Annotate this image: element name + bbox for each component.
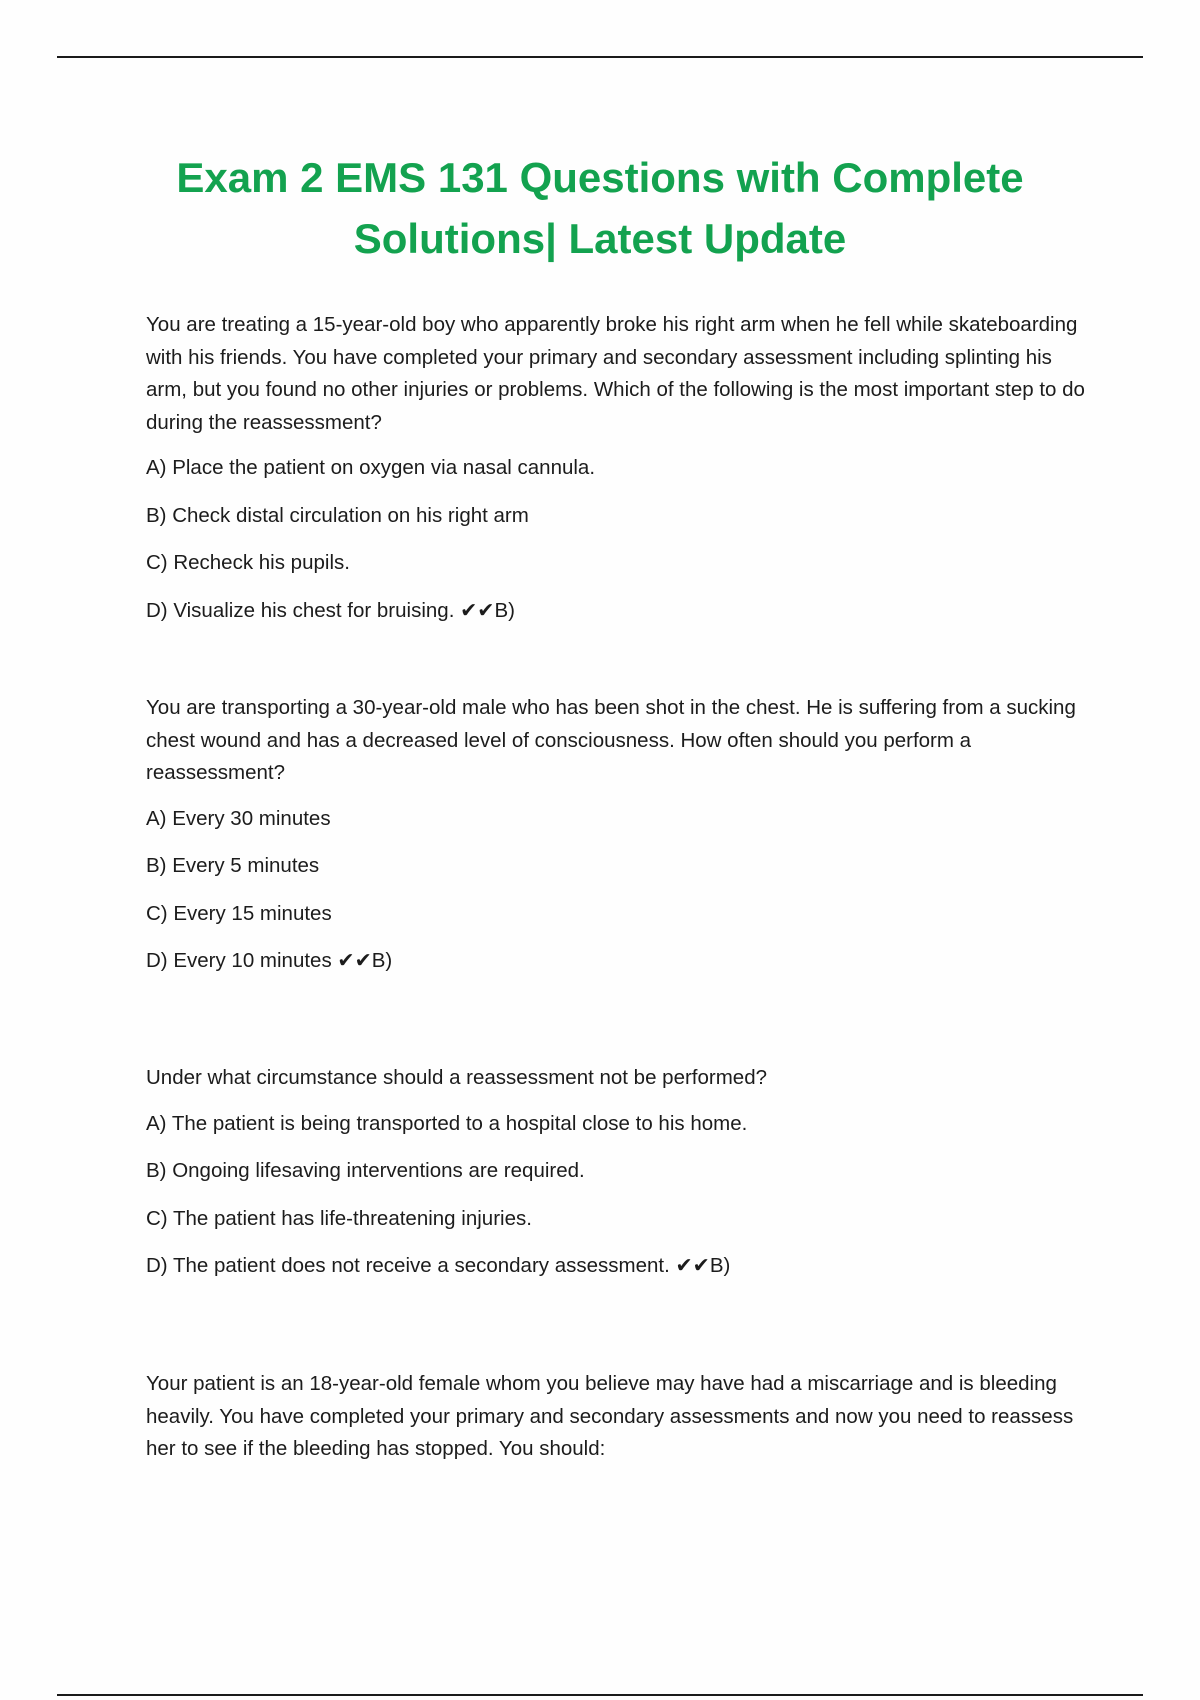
option-a: A) Place the patient on oxygen via nasal cannula. bbox=[146, 456, 596, 479]
question-list bbox=[146, 309, 1086, 1482]
question-stem: Under what circumstance should a reassessment not be performed? bbox=[146, 1066, 768, 1089]
option-a: A) Every 30 minutes bbox=[146, 806, 331, 830]
question-4 bbox=[146, 1368, 1086, 1466]
option-c: C) The patient has life-threatening injuries. bbox=[146, 1206, 532, 1230]
question-stem: Your patient is an 18-year-old female whom you believe may have had a miscarriage and is bleeding heavily. You have completed your primary and secondary assessments and now you need to reassess her to see if the bleeding has stopped. You should: bbox=[146, 1372, 1074, 1460]
question-stem: You are treating a 15-year-old boy who apparently broke his right arm when he fell while skateboarding with his friends. You have completed your primary and secondary assessment including splinting his arm, but you found no other injuries or problems. Which of the following is the most important step to do during the reassessment? bbox=[146, 313, 1085, 434]
title-line-2: Solutions| Latest Update bbox=[353, 215, 847, 262]
option-d-answer: D) Visualize his chest for bruising. ✔✔B) bbox=[146, 598, 515, 622]
option-d-answer: D) The patient does not receive a secondary assessment. ✔✔B) bbox=[146, 1254, 731, 1277]
question-stem: You are transporting a 30-year-old male who has been shot in the chest. He is suffering from a sucking chest wound and has a decreased level of consciousness. How often should you perform a reassessment? bbox=[146, 696, 1076, 784]
question-3 bbox=[146, 1062, 1086, 1352]
option-b: B) Ongoing lifesaving interventions are required. bbox=[146, 1159, 585, 1182]
option-d-answer: D) Every 10 minutes ✔✔B) bbox=[146, 949, 393, 972]
option-c: C) Every 15 minutes bbox=[146, 901, 332, 925]
footer-rule bbox=[57, 1694, 1143, 1696]
question-1 bbox=[146, 309, 1086, 676]
option-b: B) Every 5 minutes bbox=[146, 854, 320, 877]
question-2 bbox=[146, 692, 1086, 1046]
option-a: A) The patient is being transported to a hospital close to his home. bbox=[146, 1111, 748, 1135]
header-rule bbox=[57, 56, 1143, 58]
document-title bbox=[100, 147, 1100, 269]
option-c: C) Recheck his pupils. bbox=[146, 551, 350, 574]
option-b: B) Check distal circulation on his right arm bbox=[146, 503, 529, 527]
title-line-1: Exam 2 EMS 131 Questions with Complete bbox=[176, 154, 1024, 201]
